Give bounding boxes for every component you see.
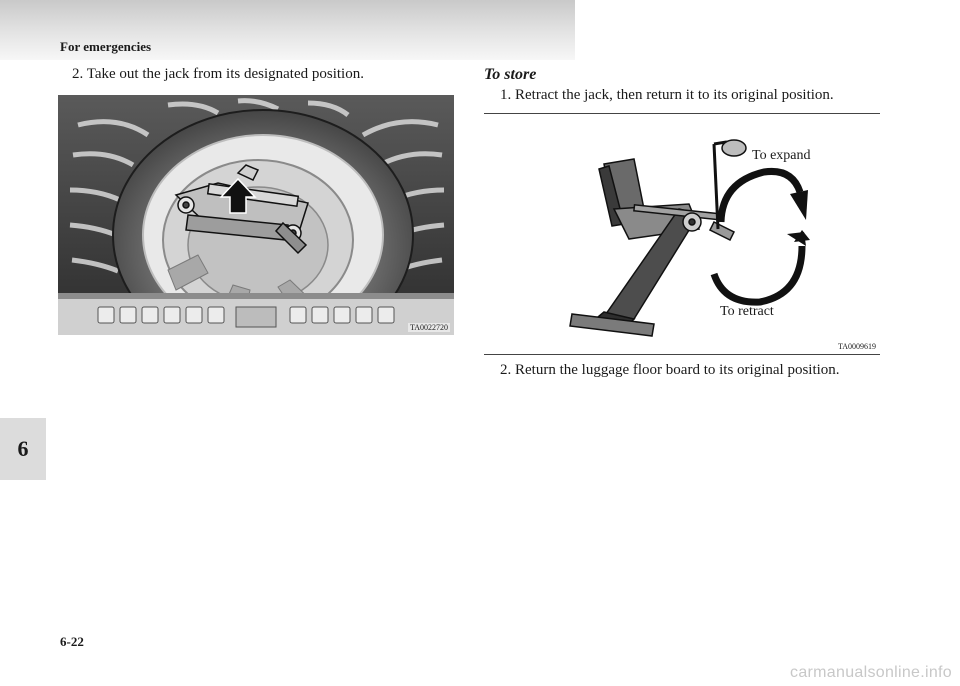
- jack-body: [570, 159, 734, 336]
- label-to-retract: To retract: [720, 304, 774, 319]
- chapter-tab: [0, 418, 46, 480]
- left-figure-code: TA0022720: [409, 323, 448, 332]
- right-step-2: 2. Return the luggage floor board to its original position.: [500, 362, 840, 378]
- right-step-1: 1. Retract the jack, then return it to its original position.: [500, 87, 834, 103]
- watermark-text: carmanualsonline.info: [790, 664, 952, 681]
- label-to-expand: To expand: [752, 148, 811, 163]
- trunk-svg: [58, 95, 454, 335]
- right-figure-code: TA0009619: [837, 342, 876, 351]
- jack-rotation-illustration: [484, 113, 880, 355]
- trunk-jack-illustration: [58, 95, 454, 335]
- page-number: 6-22: [60, 634, 84, 649]
- jack-svg: [484, 114, 880, 354]
- right-subheading: To store: [484, 66, 537, 83]
- chapter-number: 6: [17, 436, 29, 461]
- left-step-2: 2. Take out the jack from its designated position.: [72, 66, 364, 82]
- section-title: For emergencies: [60, 39, 152, 54]
